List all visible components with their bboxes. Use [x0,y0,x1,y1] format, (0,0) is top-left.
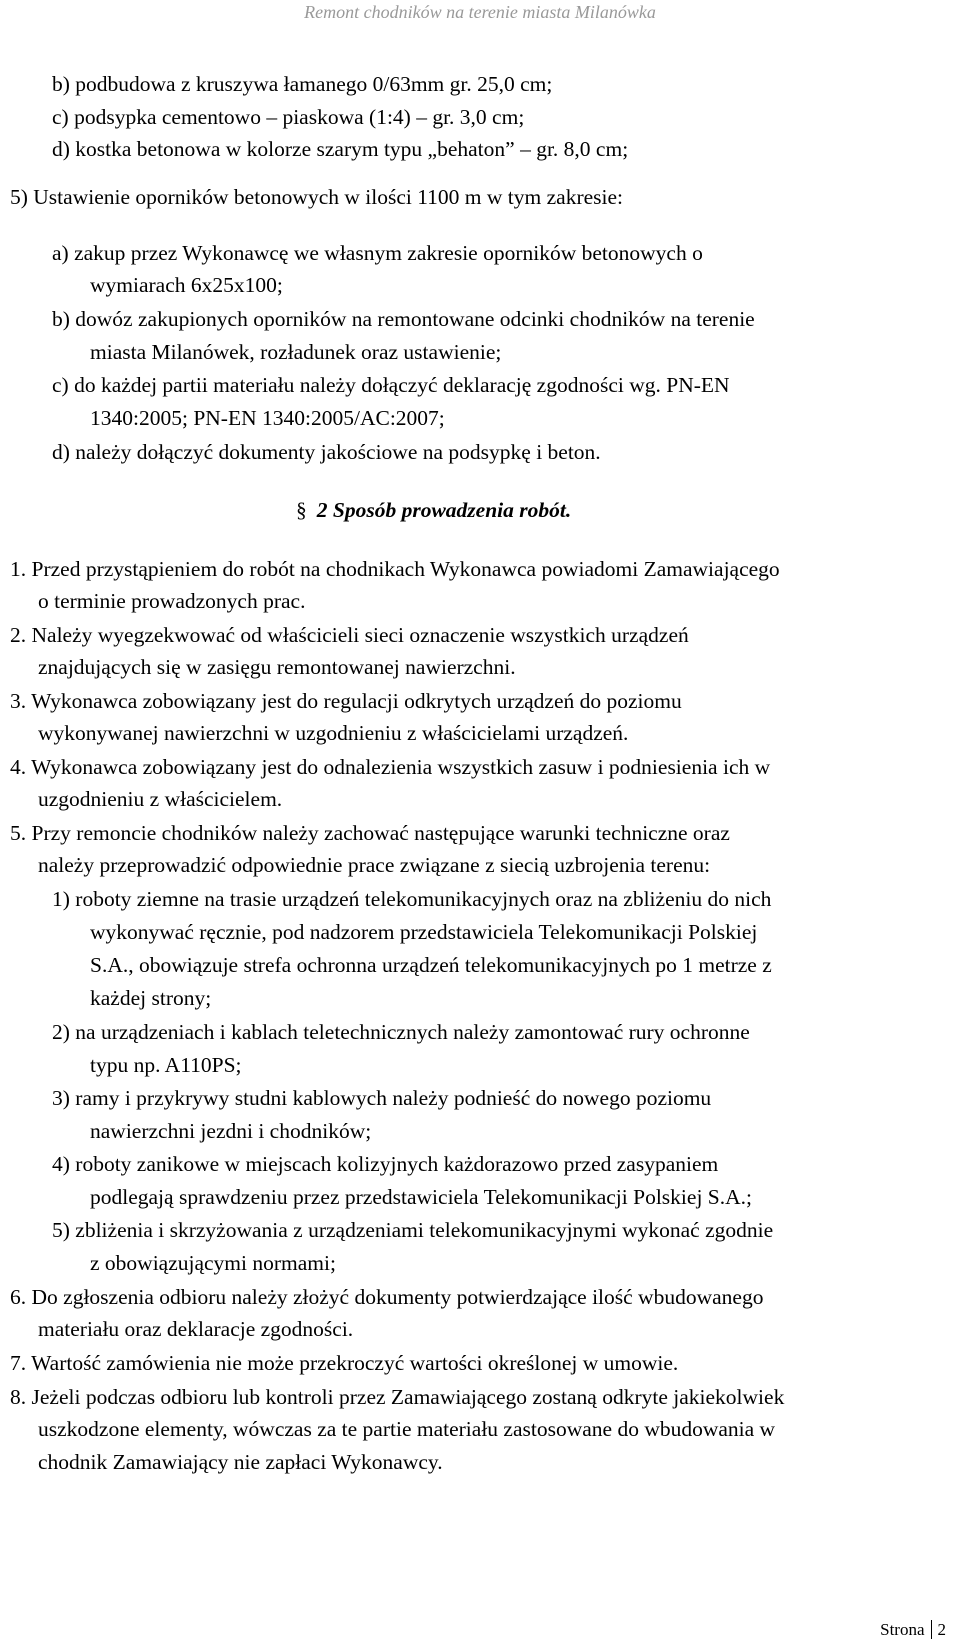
list-item: a) zakup przez Wykonawcę we własnym zakresie oporników betonowych o [52,241,703,265]
list-item: c) do każdej partii materiału należy dołączyć deklarację zgodności wg. PN-EN [52,373,730,397]
list-item: 2. Należy wyegzekwować od właścicieli sieci oznaczenie wszystkich urządzeń [10,623,689,647]
sub-list-item-continuation: wykonywać ręcznie, pod nadzorem przedstawiciela Telekomunikacji Polskiej [90,920,758,944]
list-item-continuation: znajdujących się w zasięgu remontowanej nawierzchni. [38,655,516,679]
sub-list-item-continuation: nawierzchni jezdni i chodników; [90,1119,372,1143]
sub-list-item-continuation: każdej strony; [90,986,212,1010]
sub-list-item: 1) roboty ziemne na trasie urządzeń telekomunikacyjnych oraz na zbliżeniu do nich [52,887,772,911]
sub-list-item: 4) roboty zanikowe w miejscach kolizyjnych każdorazowo przed zasypaniem [52,1152,719,1176]
list-item-continuation: 1340:2005; PN-EN 1340:2005/AC:2007; [90,406,445,430]
list-item: 6. Do zgłoszenia odbioru należy złożyć dokumenty potwierdzające ilość wbudowanego [10,1285,764,1309]
list-item-continuation: należy przeprowadzić odpowiednie prace związane z siecią uzbrojenia terenu: [38,853,711,877]
page-header [0,2,960,23]
list-item-continuation: wykonywanej nawierzchni w uzgodnieniu z właścicielami urządzeń. [38,721,629,745]
list-item: 7. Wartość zamówienia nie może przekroczyć wartości określonej w umowie. [10,1351,679,1375]
section-symbol: § [296,498,307,522]
list-item: 3. Wykonawca zobowiązany jest do regulacji odkrytych urządzeń do poziomu [10,689,682,713]
page-number: 2 [937,1620,946,1639]
list-item-continuation: o terminie prowadzonych prac. [38,589,306,613]
sub-list-item: 2) na urządzeniach i kablach teletechnicznych należy zamontować rury ochronne [52,1020,750,1044]
list-item: c) podsypka cementowo – piaskowa (1:4) – gr. 3,0 cm; [52,105,525,129]
footer-label: Strona [880,1620,925,1639]
list-item: d) należy dołączyć dokumenty jakościowe na podsypkę i beton. [52,440,601,464]
list-item: d) kostka betonowa w kolorze szarym typu „behaton” – gr. 8,0 cm; [52,137,629,161]
list-item: 5. Przy remoncie chodników należy zachować następujące warunki techniczne oraz [10,821,730,845]
list-item-continuation: chodnik Zamawiający nie zapłaci Wykonawcy. [38,1450,443,1474]
list-item-continuation: materiału oraz deklaracje zgodności. [38,1317,354,1341]
list-item: 5) Ustawienie oporników betonowych w ilości 1100 m w tym zakresie: [10,185,624,209]
page-footer [880,1620,946,1640]
sub-list-item-continuation: z obowiązującymi normami; [90,1251,336,1275]
header-title: Remont chodników na terenie miasta Milanówka [304,2,656,22]
sub-list-item-continuation: typu np. A110PS; [90,1053,242,1077]
list-item-continuation: uzgodnieniu z właścicielem. [38,787,283,811]
list-item: b) dowóz zakupionych oporników na remontowane odcinki chodników na terenie [52,307,755,331]
list-item: b) podbudowa z kruszywa łamanego 0/63mm gr. 25,0 cm; [52,72,553,96]
list-item-continuation: uszkodzone elementy, wówczas za te partie materiału zastosowane do wbudowania w [38,1417,776,1441]
section-heading-text: 2 Sposób prowadzenia robót. [316,498,572,522]
section-heading [296,497,571,523]
list-item-continuation: wymiarach 6x25x100; [90,273,283,297]
list-item: 4. Wykonawca zobowiązany jest do odnalezienia wszystkich zasuw i podniesienia ich w [10,755,771,779]
list-item-continuation: miasta Milanówek, rozładunek oraz ustawienie; [90,340,502,364]
sub-list-item-continuation: podlegają sprawdzeniu przez przedstawiciela Telekomunikacji Polskiej S.A.; [90,1185,752,1209]
list-item: 8. Jeżeli podczas odbioru lub kontroli przez Zamawiającego zostaną odkryte jakiekolwiek [10,1385,785,1409]
sub-list-item-continuation: S.A., obowiązuje strefa ochronna urządzeń telekomunikacyjnych po 1 metrze z [90,953,772,977]
footer-divider [931,1620,932,1639]
list-item: 1. Przed przystąpieniem do robót na chodnikach Wykonawca powiadomi Zamawiającego [10,557,780,581]
sub-list-item: 5) zbliżenia i skrzyżowania z urządzeniami telekomunikacyjnymi wykonać zgodnie [52,1218,774,1242]
sub-list-item: 3) ramy i przykrywy studni kablowych należy podnieść do nowego poziomu [52,1086,712,1110]
